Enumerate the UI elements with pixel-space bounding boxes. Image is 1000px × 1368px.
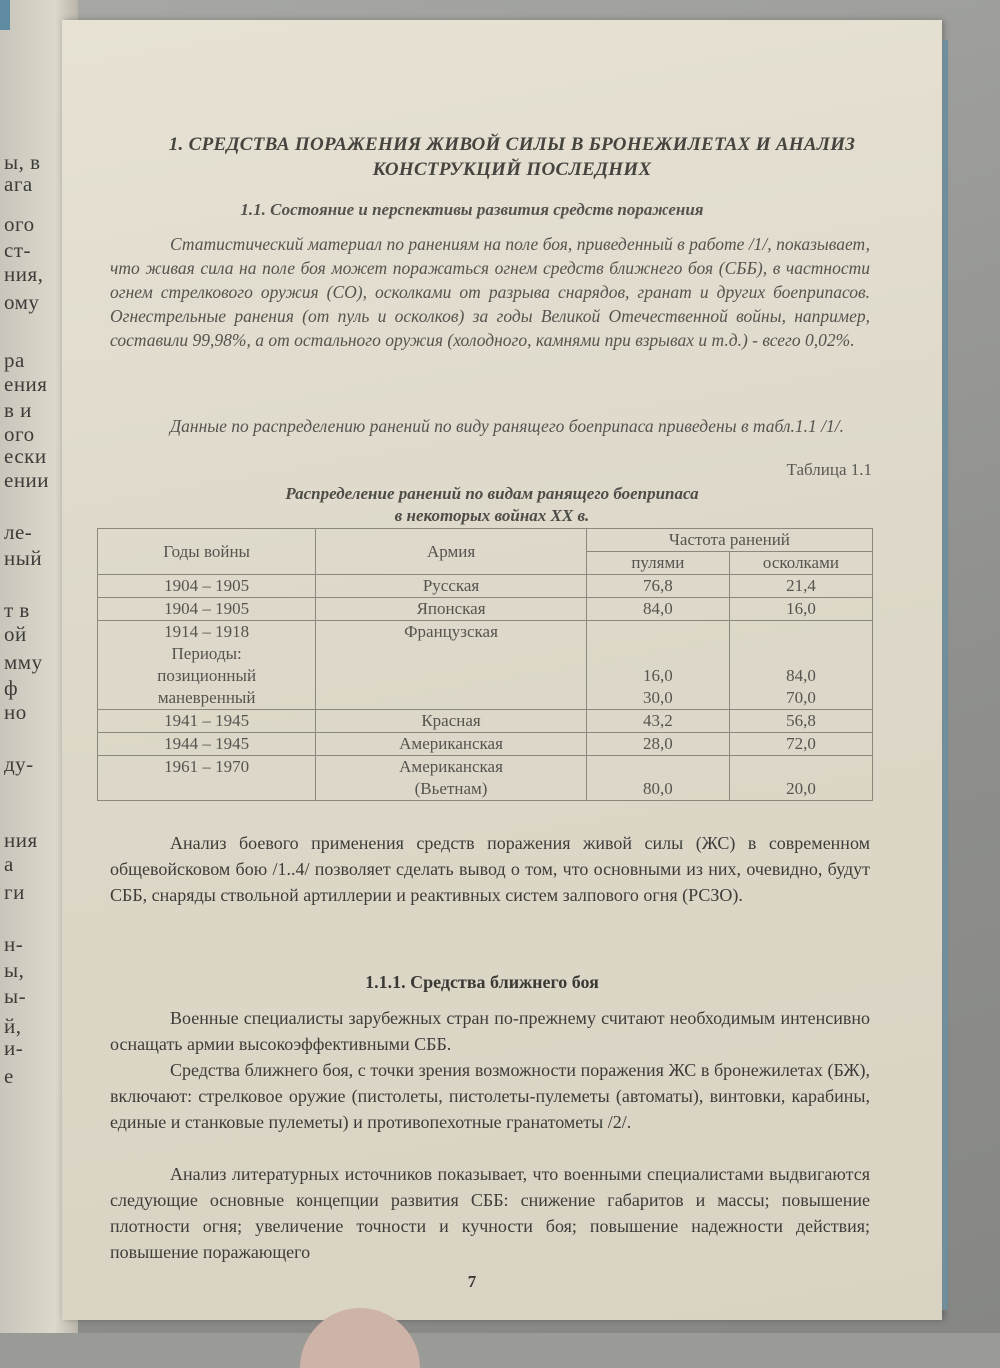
intro-paragraph-2: Данные по распределению ранений по виду ранящего боеприпаса приведены в табл.1.1 /1/. xyxy=(170,416,845,436)
header-years: Годы войны xyxy=(98,529,316,575)
cell-army: Американская xyxy=(316,733,587,756)
cell-line: 84,0 xyxy=(786,666,816,685)
left-page-fragment: т в xyxy=(4,598,30,622)
cell-bullets xyxy=(586,756,729,801)
left-page-fragment: а xyxy=(4,852,14,876)
left-page-fragment: е xyxy=(4,1064,14,1088)
cell-bullets: 28,0 xyxy=(586,733,729,756)
cell-line: (Вьетнам) xyxy=(414,779,488,798)
cell-shrapnel xyxy=(729,756,872,801)
cell-line: 20,0 xyxy=(786,779,816,798)
left-page-fragment: ого xyxy=(4,422,35,446)
cell-years: 1944 – 1945 xyxy=(98,733,316,756)
cell-shrapnel: 21,4 xyxy=(729,575,872,598)
book-page xyxy=(62,20,942,1320)
left-page-fragment: ого xyxy=(4,212,35,236)
left-page-fragment: ага xyxy=(4,172,33,196)
cell-line: 80,0 xyxy=(642,779,673,798)
cell-shrapnel xyxy=(729,621,872,710)
section-subheading: 1.1. Состояние и перспективы развития средств поражения xyxy=(240,200,704,219)
cell-line: маневренный xyxy=(157,688,256,707)
left-page-fragment: в и xyxy=(4,398,32,422)
table-row xyxy=(98,575,873,598)
left-page-fragment: ения xyxy=(4,372,48,396)
cell-years: 1961 – 1970 xyxy=(98,756,316,801)
table-row xyxy=(98,733,873,756)
left-page-fragment: мму xyxy=(4,650,43,674)
cell-line: 16,0 xyxy=(642,666,673,685)
cell-shrapnel: 72,0 xyxy=(729,733,872,756)
cell-bullets xyxy=(586,621,729,710)
table-row xyxy=(98,756,873,801)
cell-army: Японская xyxy=(316,598,587,621)
cell-years: 1904 – 1905 xyxy=(98,598,316,621)
page-number: 7 xyxy=(467,1272,477,1291)
left-page-fragment: ении xyxy=(4,468,50,492)
left-page-fragment: но xyxy=(4,700,27,724)
intro-paragraph-1: Статистический материал по ранениям на поле боя, приведенный в работе /1/, показывает, что живая сила на поле боя может поражаться огнем средств ближнего боя (СББ), в частности огнем стрелкового оружия (СО), осколками от разрыва снарядов, гранат и других боеприпасов. Огнестрельные ранения (от пуль и осколков) за годы Великой Отечественной войны, например, составили 99,98%, а от остального оружия (холодного, камнями при взрывах и т.д.) - всего 0,02%. xyxy=(110,234,870,350)
table-title-line: в некоторых войнах XX в. xyxy=(394,506,590,525)
section-paragraph-3: Анализ литературных источников показывает, что военными специалистами выдвигаются следующие основные концепции развития СББ: снижение габаритов и массы; повышение плотности огня; увеличение точности и кучности боя; повышение надежности действия; повышение поражающего xyxy=(110,1164,870,1262)
section-title: 1.1.1. Средства ближнего боя xyxy=(365,972,599,992)
section-paragraph-2: Средства ближнего боя, с точки зрения возможности поражения ЖС в бронежилетах (БЖ), включают: стрелковое оружие (пистолеты, пистолеты-пулеметы (автоматы), винтовки, карабины, единые и станковые пулеметы) и противопехотные гранатометы /2/. xyxy=(110,1060,870,1132)
left-page-fragment: ния, xyxy=(4,262,44,286)
wounds-table xyxy=(97,528,873,801)
cell-army xyxy=(316,756,587,801)
cell-bullets: 76,8 xyxy=(586,575,729,598)
left-page-fragment: ы, в xyxy=(4,150,41,174)
left-page-fragment: ги xyxy=(4,880,25,904)
left-page-fragment: н- xyxy=(4,932,24,956)
cell-line: Периоды: xyxy=(171,644,242,663)
table-header-row xyxy=(98,529,873,552)
left-page-fragment: ы- xyxy=(4,984,27,1008)
header-frequency: Частота ранений xyxy=(586,529,872,552)
header-bullets: пулями xyxy=(586,552,729,575)
section-paragraph-1: Военные специалисты зарубежных стран по-прежнему считают необходимым интенсивно оснащать армии высокоэффективными СББ. xyxy=(110,1008,870,1054)
left-page-fragment: ду- xyxy=(4,752,34,776)
cell-army: Русская xyxy=(316,575,587,598)
cell-army: Французская xyxy=(316,621,587,710)
header-shrapnel: осколками xyxy=(729,552,872,575)
table-title-line: Распределение ранений по видам ранящего боеприпаса xyxy=(285,484,699,503)
left-page-fragment: ески xyxy=(4,444,47,468)
cover-corner xyxy=(0,0,10,30)
left-page-fragment: ы, xyxy=(4,958,25,982)
left-page-fragment: ле- xyxy=(4,520,33,544)
left-page-fragment: й, xyxy=(4,1014,22,1038)
header-army: Армия xyxy=(316,529,587,575)
analysis-paragraph: Анализ боевого применения средств поражения живой силы (ЖС) в современном общевойсковом бою /1..4/ позволяет сделать вывод о том, что основными из них, очевидно, будут СББ, снаряды ствольной артиллерии и реактивных систем залпового огня (РСЗО). xyxy=(110,833,870,905)
cell-bullets: 43,2 xyxy=(586,710,729,733)
cell-years xyxy=(98,621,316,710)
cell-line: 1914 – 1918 xyxy=(164,622,250,641)
table-row xyxy=(98,621,873,710)
cell-line: Американская xyxy=(399,757,503,776)
cell-shrapnel: 56,8 xyxy=(729,710,872,733)
left-page-fragment: ф xyxy=(4,676,19,700)
cell-years: 1941 – 1945 xyxy=(98,710,316,733)
cell-line: позиционный xyxy=(157,666,257,685)
table-label: Таблица 1.1 xyxy=(786,460,872,479)
left-page-fragment: и- xyxy=(4,1036,24,1060)
table-title xyxy=(172,483,812,527)
left-page-fragment: ра xyxy=(4,348,25,372)
cell-years: 1904 – 1905 xyxy=(98,575,316,598)
left-page-fragment: ому xyxy=(4,290,40,314)
left-page-fragment: ст- xyxy=(4,238,31,262)
cell-line: 70,0 xyxy=(786,688,816,707)
left-page-fragment: ой xyxy=(4,622,27,646)
table-row xyxy=(98,598,873,621)
cell-army: Красная xyxy=(316,710,587,733)
cell-shrapnel: 16,0 xyxy=(729,598,872,621)
left-page-fragment: ный xyxy=(4,546,43,570)
cell-bullets: 84,0 xyxy=(586,598,729,621)
table-row xyxy=(98,710,873,733)
cell-line: 30,0 xyxy=(642,688,673,707)
chapter-heading: 1. СРЕДСТВА ПОРАЖЕНИЯ ЖИВОЙ СИЛЫ В БРОНЕЖИЛЕТАХ И АНАЛИЗ КОНСТРУКЦИЙ ПОСЛЕДНИХ xyxy=(168,134,856,180)
left-page-fragment: ния xyxy=(4,828,38,852)
